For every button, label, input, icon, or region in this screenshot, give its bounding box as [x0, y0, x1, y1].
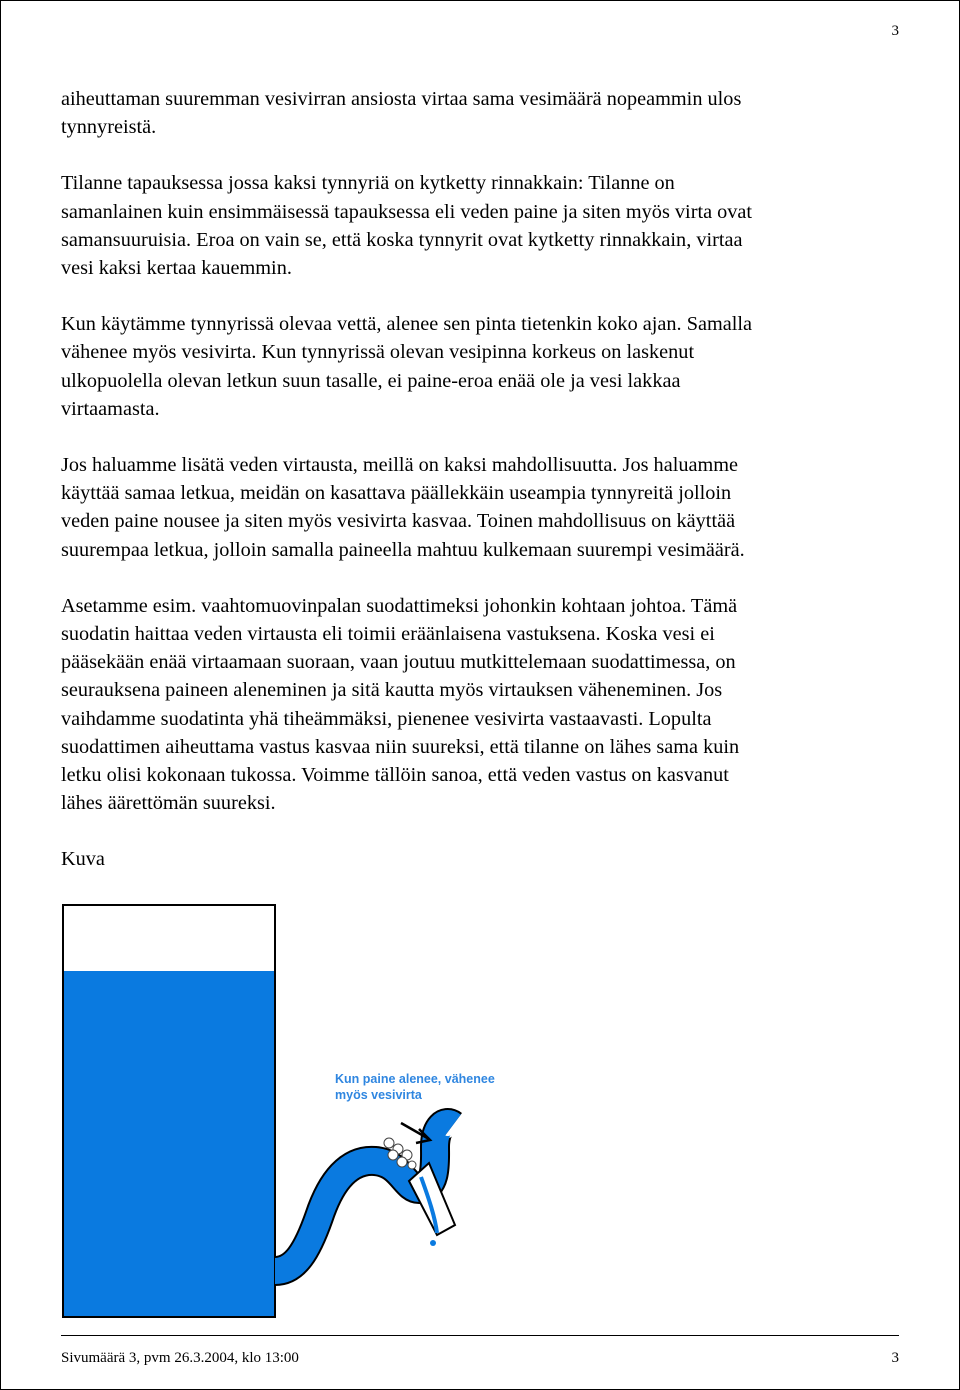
- text-line: samanlainen kuin ensimmäisessä tapauksessa eli veden paine ja siten myös virta ovat: [61, 200, 753, 223]
- page-number-top: 3: [891, 23, 899, 39]
- text-line: letku olisi kokonaan tukossa. Voimme tällöin sanoa, että veden vastus on kasvanut: [61, 764, 729, 787]
- figure-caption: Kuva: [61, 848, 105, 871]
- figure-label-line: Kun paine alenee, vähenee: [335, 1072, 495, 1086]
- text-line: pääsekään enää virtaamaan suoraan, vaan joutuu mutkittelemaan suodattimessa, on: [61, 651, 736, 674]
- text-line: käyttää samaa letkua, meidän on kasattava päällekkäin useampia tynnyreitä jolloin: [61, 482, 732, 505]
- text-line: vesi kaksi kertaa kauemmin.: [61, 257, 292, 280]
- footer-info: Sivumäärä 3, pvm 26.3.2004, klo 13:00: [61, 1350, 299, 1366]
- text-line: seurauksena paineen aleneminen ja sitä kautta myös virtauksen väheneminen. Jos: [61, 679, 723, 702]
- text-line: aiheuttaman suuremman vesivirran ansiosta virtaa sama vesimäärä nopeammin ulos: [61, 88, 742, 110]
- text-line: tynnyreistä.: [61, 116, 157, 139]
- text-line: suodatin haittaa veden virtausta eli toimii eräänlaisena vastuksena. Koska vesi ei: [61, 623, 715, 646]
- paragraph-2: [61, 169, 911, 282]
- figure-label: [335, 1071, 495, 1103]
- text-line: Asetamme esim. vaahtomuovinpalan suodattimeksi johonkin kohtaan johtoa. Tämä: [61, 594, 738, 617]
- text-line: vähenee myös vesivirta. Kun tynnyrissä olevan vesipinna korkeus on laskenut: [61, 341, 695, 364]
- text-line: Jos haluamme lisätä veden virtausta, meillä on kaksi mahdollisuutta. Jos haluamme: [61, 454, 739, 477]
- text-line: suurempaa letkua, jolloin samalla paineella mahtuu kulkemaan suurempi vesimäärä.: [61, 538, 745, 561]
- text-line: samansuuruisia. Eroa on vain se, että koska tynnyrit ovat kytketty rinnakkain, virtaa: [61, 228, 743, 251]
- figure-drawing: [57, 899, 537, 1319]
- water-drop: [430, 1240, 436, 1246]
- paragraph-1: [61, 85, 911, 141]
- text-line: Tilanne tapauksessa jossa kaksi tynnyriä on kytketty rinnakkain: Tilanne on: [61, 172, 675, 195]
- text-line: virtaamasta.: [61, 397, 160, 420]
- text-line: suodattimen aiheuttama vastus kasvaa niin suureksi, että tilanne on lähes sama kuin: [61, 735, 740, 758]
- body-text: [61, 85, 911, 873]
- text-line: veden paine nousee ja siten myös vesivirta kasvaa. Toinen mahdollisuus on käyttää: [61, 510, 736, 533]
- footer-divider: [61, 1335, 899, 1336]
- footer-page-number: 3: [891, 1350, 899, 1366]
- figure-label-line: myös vesivirta: [335, 1088, 422, 1102]
- barrel-water: [64, 971, 274, 1316]
- text-line: ulkopuolella olevan letkun suun tasalle, ei paine-eroa enää ole ja vesi lakkaa: [61, 369, 681, 392]
- text-line: vaihdamme suodatinta yhä tiheämmäksi, pienenee vesivirta vastaavasti. Lopulta: [61, 707, 712, 730]
- text-line: lähes äärettömän suureksi.: [61, 792, 276, 815]
- paragraph-4: [61, 451, 911, 564]
- paragraph-3: [61, 310, 911, 423]
- text-line: Kun käytämme tynnyrissä olevaa vettä, alenee sen pinta tietenkin koko ajan. Samalla: [61, 313, 753, 336]
- barrel-hose-figure: [57, 899, 537, 1319]
- paragraph-5: [61, 592, 911, 818]
